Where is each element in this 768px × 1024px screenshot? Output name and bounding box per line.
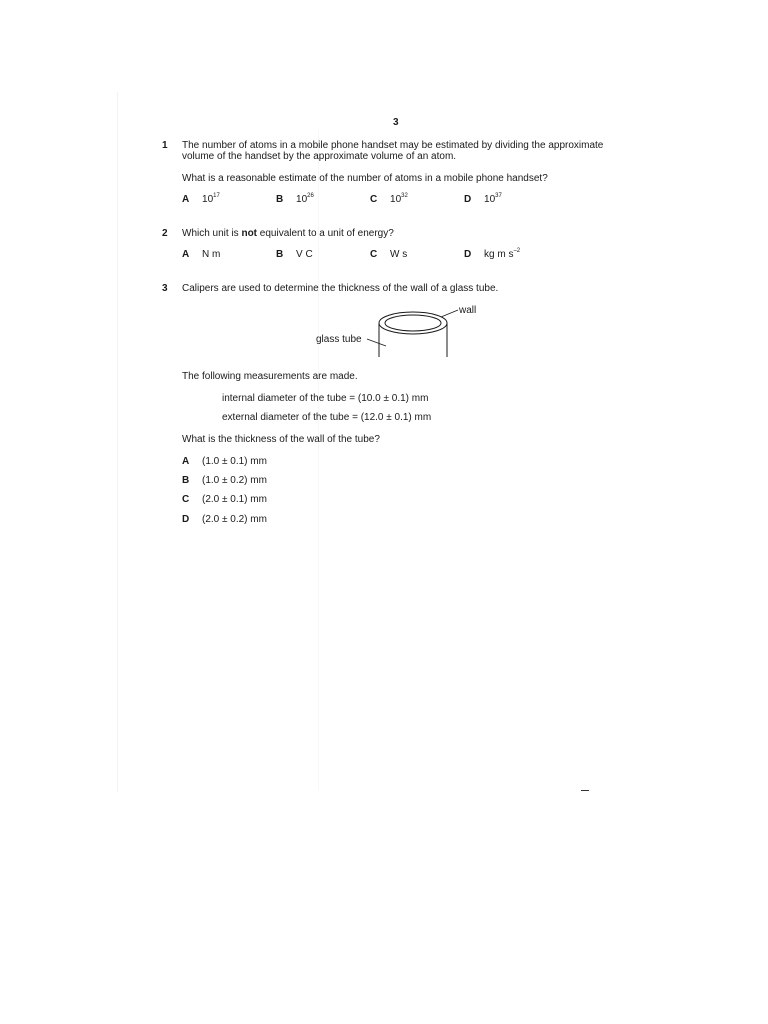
question-prompt: What is a reasonable estimate of the number of atoms in a mobile phone handset? — [182, 173, 548, 184]
answer-option — [464, 194, 502, 205]
option-value: (1.0 ± 0.2) mm — [202, 475, 267, 486]
glass-tube-label: glass tube — [316, 334, 362, 345]
option-letter: A — [182, 249, 190, 260]
option-value: (1.0 ± 0.1) mm — [202, 456, 267, 467]
question-text-line: The number of atoms in a mobile phone handset may be estimated by dividing the approximate — [182, 140, 604, 151]
answer-option — [182, 494, 267, 505]
option-letter: B — [276, 249, 284, 260]
question-text-line: volume of the handset by the approximate volume of an atom. — [182, 151, 457, 162]
option-value: N m — [202, 249, 221, 260]
option-exponent: –2 — [513, 248, 521, 254]
option-value: 10 — [390, 194, 402, 205]
option-value: (2.0 ± 0.2) mm — [202, 514, 267, 525]
answer-option — [276, 194, 314, 205]
option-value: 10 — [296, 194, 308, 205]
option-exponent: 17 — [213, 193, 220, 199]
tube-leader-line — [367, 339, 386, 346]
question-prompt — [182, 228, 394, 239]
measurements-intro: The following measurements are made. — [182, 371, 358, 382]
option-letter: A — [182, 194, 190, 205]
scan-edge — [117, 92, 118, 792]
answer-option — [464, 249, 520, 260]
option-exponent: 26 — [307, 193, 314, 199]
option-letter: C — [370, 194, 378, 205]
answer-option — [370, 194, 408, 205]
prompt-text: Which unit is — [182, 228, 242, 239]
option-letter: C — [182, 494, 190, 505]
option-exponent: 32 — [401, 193, 408, 199]
prompt-text: equivalent to a unit of energy? — [257, 228, 394, 239]
answer-option — [276, 249, 313, 260]
question-number: 2 — [162, 228, 168, 239]
glass-tube-diagram — [300, 298, 500, 364]
option-value: kg m s — [484, 249, 514, 260]
answer-option — [182, 456, 267, 467]
prompt-emphasis: not — [241, 228, 258, 239]
question-number: 3 — [162, 283, 168, 294]
option-exponent: 37 — [495, 193, 502, 199]
answer-option — [370, 249, 407, 260]
option-letter: D — [464, 194, 472, 205]
question-prompt: Calipers are used to determine the thickness of the wall of a glass tube. — [182, 283, 499, 294]
wall-leader-line — [441, 310, 458, 317]
answer-option — [182, 194, 220, 205]
option-value: W s — [390, 249, 408, 260]
question-number: 1 — [162, 140, 168, 151]
option-letter: B — [276, 194, 284, 205]
answer-option — [182, 475, 267, 486]
option-letter: D — [464, 249, 472, 260]
option-letter: D — [182, 514, 190, 525]
option-value: 10 — [484, 194, 496, 205]
answer-option — [182, 249, 220, 260]
measurement-line: internal diameter of the tube = (10.0 ± 0.1) mm — [222, 393, 429, 404]
option-value: (2.0 ± 0.1) mm — [202, 494, 267, 505]
question-prompt: What is the thickness of the wall of the tube? — [182, 434, 380, 445]
option-value: 10 — [202, 194, 214, 205]
page-number: 3 — [393, 117, 399, 128]
glass-tube-figure — [379, 312, 447, 357]
option-letter: A — [182, 456, 190, 467]
measurement-line: external diameter of the tube = (12.0 ± 0.1) mm — [222, 412, 432, 423]
wall-label: wall — [459, 305, 477, 316]
option-letter: C — [370, 249, 378, 260]
option-value: V C — [296, 249, 313, 260]
option-letter: B — [182, 475, 190, 486]
page-edge-mark — [581, 790, 589, 791]
answer-option — [182, 514, 267, 525]
